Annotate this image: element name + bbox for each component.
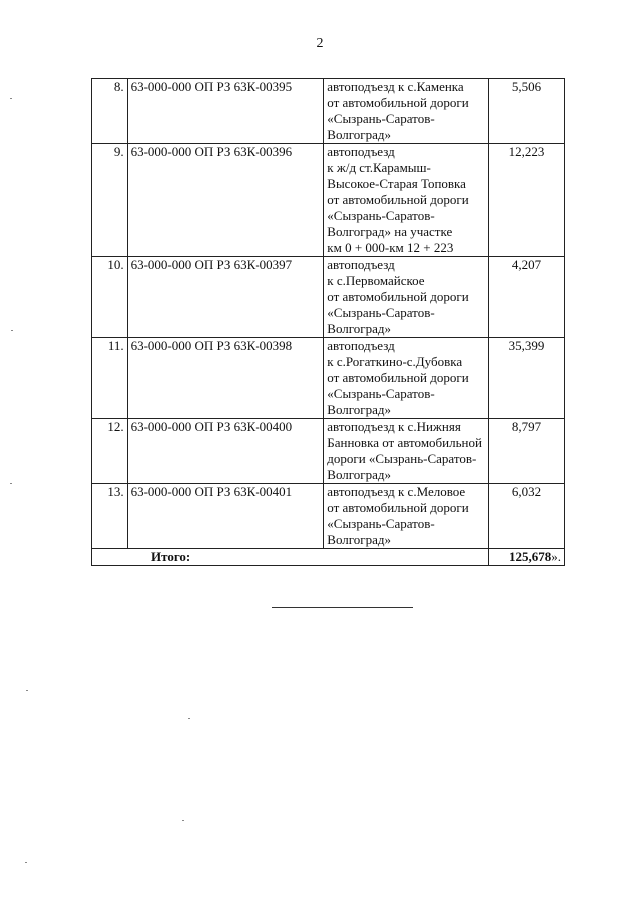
footer-rule <box>272 607 413 608</box>
road-name-line: «Сызрань-Саратов- <box>327 111 435 126</box>
total-suffix: ». <box>551 549 561 564</box>
road-name-line: от автомобильной дороги <box>327 95 469 110</box>
road-name-line: к с.Рогаткино-с.Дубовка <box>327 354 463 369</box>
road-name-line: «Сызрань-Саратов- <box>327 386 435 401</box>
table-row <box>92 144 565 257</box>
road-name-line: автоподъезд <box>327 257 395 272</box>
road-name-line: от автомобильной дороги <box>327 289 469 304</box>
road-id-code: 63-000-000 ОП РЗ 63К-00397 <box>127 257 324 338</box>
road-name-line: Волгоград» <box>327 402 391 417</box>
road-length: 6,032 <box>488 484 564 549</box>
road-name-line: Волгоград» на участке <box>327 224 453 239</box>
row-number: 10. <box>92 257 128 338</box>
road-name-line: км 0 + 000-км 12 + 223 <box>327 240 454 255</box>
road-name-line: Волгоград» <box>327 532 391 547</box>
road-name-line: Высокое-Старая Топовка <box>327 176 466 191</box>
scan-speck <box>11 330 13 331</box>
road-name-line: Волгоград» <box>327 321 391 336</box>
table-row <box>92 257 565 338</box>
road-name <box>324 257 489 338</box>
scan-speck <box>25 862 27 863</box>
road-name-line: «Сызрань-Саратов- <box>327 516 435 531</box>
road-name-line: «Сызрань-Саратов- <box>327 305 435 320</box>
table-row <box>92 419 565 484</box>
row-number: 11. <box>92 338 128 419</box>
scan-speck <box>188 718 190 719</box>
table-row <box>92 79 565 144</box>
total-value <box>488 549 564 566</box>
road-name-line: автоподъезд к с.Нижняя <box>327 419 461 434</box>
road-id-code: 63-000-000 ОП РЗ 63К-00400 <box>127 419 324 484</box>
road-name-line: от автомобильной дороги <box>327 192 469 207</box>
road-name <box>324 419 489 484</box>
row-number: 12. <box>92 419 128 484</box>
scan-speck <box>10 98 12 99</box>
row-number: 13. <box>92 484 128 549</box>
scan-speck <box>182 820 184 821</box>
road-length: 4,207 <box>488 257 564 338</box>
road-name-line: «Сызрань-Саратов- <box>327 208 435 223</box>
road-length: 35,399 <box>488 338 564 419</box>
road-name-line: к ж/д ст.Карамыш- <box>327 160 431 175</box>
road-name-line: от автомобильной дороги <box>327 370 469 385</box>
road-name-line: от автомобильной дороги <box>327 500 469 515</box>
road-id-code: 63-000-000 ОП РЗ 63К-00396 <box>127 144 324 257</box>
total-amount: 125,678 <box>508 549 552 564</box>
road-name <box>324 338 489 419</box>
road-id-code: 63-000-000 ОП РЗ 63К-00398 <box>127 338 324 419</box>
road-name-line: Банновка от автомобильной <box>327 435 482 450</box>
road-name-line: автоподъезд <box>327 144 395 159</box>
total-label: Итого: <box>92 549 489 566</box>
road-name-line: автоподъезд к с.Меловое <box>327 484 466 499</box>
scan-speck <box>10 483 12 484</box>
table-row <box>92 484 565 549</box>
table-body <box>92 79 565 549</box>
page-number: 2 <box>316 36 324 51</box>
road-name-line: Волгоград» <box>327 467 391 482</box>
scan-speck <box>26 690 28 691</box>
road-name-line: автоподъезд <box>327 338 395 353</box>
total-row <box>92 549 565 566</box>
road-list-table <box>91 78 565 566</box>
road-id-code: 63-000-000 ОП РЗ 63К-00401 <box>127 484 324 549</box>
road-name-line: дороги «Сызрань-Саратов- <box>327 451 477 466</box>
road-length: 5,506 <box>488 79 564 144</box>
road-length: 12,223 <box>488 144 564 257</box>
road-name <box>324 79 489 144</box>
road-id-code: 63-000-000 ОП РЗ 63К-00395 <box>127 79 324 144</box>
road-name-line: к с.Первомайское <box>327 273 425 288</box>
road-length: 8,797 <box>488 419 564 484</box>
table-row <box>92 338 565 419</box>
row-number: 8. <box>92 79 128 144</box>
road-name-line: автоподъезд к с.Каменка <box>327 79 464 94</box>
road-name <box>324 484 489 549</box>
road-name-line: Волгоград» <box>327 127 391 142</box>
road-name <box>324 144 489 257</box>
row-number: 9. <box>92 144 128 257</box>
